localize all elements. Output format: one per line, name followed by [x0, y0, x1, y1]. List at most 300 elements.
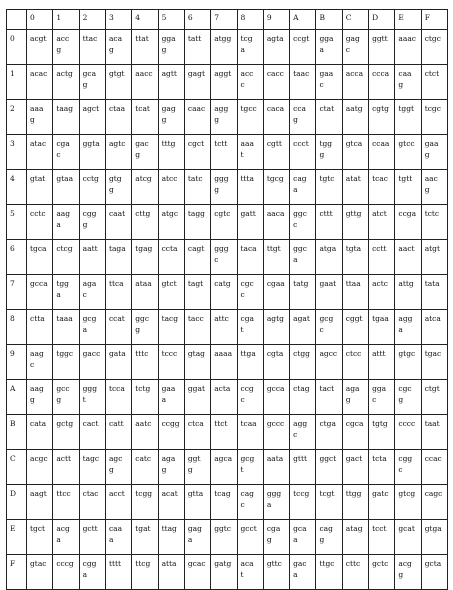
table-cell: ttac	[79, 30, 105, 65]
row-header: B	[7, 415, 27, 450]
table-cell: gaa a	[158, 380, 184, 415]
table-cell: caca	[263, 100, 289, 135]
table-cell: caa g	[395, 65, 421, 100]
table-cell: atgc	[158, 205, 184, 240]
corner-cell	[7, 10, 27, 30]
table-cell: gtcg	[395, 485, 421, 520]
column-header: 8	[237, 10, 263, 30]
table-cell: acat	[158, 485, 184, 520]
table-cell: gttc	[263, 555, 289, 590]
table-cell: cttt	[316, 205, 342, 240]
table-cell: tgat	[132, 520, 158, 555]
table-cell: agg a	[395, 310, 421, 345]
table-cell: catt	[105, 415, 131, 450]
column-header: F	[421, 10, 447, 30]
table-cell: gga c	[369, 380, 395, 415]
table-cell: aag a	[53, 205, 79, 240]
header-row	[7, 10, 448, 30]
row-header: 6	[7, 240, 27, 275]
table-cell: aca t	[237, 555, 263, 590]
table-cell: tccc	[158, 345, 184, 380]
table-cell: cgct	[184, 135, 210, 170]
table-row	[7, 275, 448, 310]
table-cell: gtac	[27, 555, 53, 590]
table-cell: gga a	[316, 30, 342, 65]
table-cell: tgac	[421, 345, 447, 380]
table-cell: ggct	[316, 450, 342, 485]
table-cell: ggta	[79, 135, 105, 170]
table-cell: atct	[369, 205, 395, 240]
table-row	[7, 345, 448, 380]
table-cell: cctt	[369, 240, 395, 275]
column-header: 0	[27, 10, 53, 30]
table-cell: aaaa	[211, 345, 237, 380]
table-cell: ttat	[132, 30, 158, 65]
table-cell: cccg	[53, 555, 79, 590]
row-header: C	[7, 450, 27, 485]
table-cell: gtat	[27, 170, 53, 205]
table-cell: gtta	[184, 485, 210, 520]
table-cell: aac g	[421, 170, 447, 205]
table-cell: ttta	[237, 170, 263, 205]
row-header: E	[7, 520, 27, 555]
table-cell: tctt	[211, 135, 237, 170]
table-row	[7, 450, 448, 485]
table-cell: ggat	[184, 380, 210, 415]
table-cell: gact	[342, 450, 368, 485]
table-cell: agct	[79, 100, 105, 135]
table-cell: cga t	[237, 310, 263, 345]
table-cell: ttct	[211, 415, 237, 450]
table-cell: aag c	[27, 345, 53, 380]
table-cell: ccg c	[237, 380, 263, 415]
table-cell: ggg t	[79, 380, 105, 415]
table-cell: gcta	[421, 555, 447, 590]
table-cell: gtgt	[105, 65, 131, 100]
table-cell: ccct	[290, 135, 316, 170]
table-cell: taaa	[53, 310, 79, 345]
row-header: 7	[7, 275, 27, 310]
table-cell: taca	[237, 240, 263, 275]
table-cell: agc g	[105, 450, 131, 485]
table-cell: gca g	[79, 65, 105, 100]
table-row	[7, 380, 448, 415]
table-cell: agat	[290, 310, 316, 345]
table-cell: ggc g	[132, 310, 158, 345]
table-cell: tctg	[132, 380, 158, 415]
column-header: B	[316, 10, 342, 30]
table-cell: tgg a	[53, 275, 79, 310]
table-cell: cttc	[342, 555, 368, 590]
table-cell: caat	[105, 205, 131, 240]
table-cell: gctc	[369, 555, 395, 590]
column-header: D	[369, 10, 395, 30]
table-cell: actt	[53, 450, 79, 485]
table-cell: cacc	[263, 65, 289, 100]
table-cell: gcg a	[79, 310, 105, 345]
table-cell: gcca	[27, 275, 53, 310]
table-cell: taac	[290, 65, 316, 100]
table-cell: ccgt	[290, 30, 316, 65]
table-cell: ggc c	[290, 205, 316, 240]
table-row	[7, 170, 448, 205]
table-cell: ctat	[316, 100, 342, 135]
column-header: 1	[53, 10, 79, 30]
column-header: 5	[158, 10, 184, 30]
column-header: 3	[105, 10, 131, 30]
table-cell: attg	[395, 275, 421, 310]
table-cell: gacc	[79, 345, 105, 380]
table-cell: acgt	[27, 30, 53, 65]
table-cell: gcg c	[316, 310, 342, 345]
table-cell: acc g	[53, 30, 79, 65]
table-cell: aga g	[158, 450, 184, 485]
table-cell: gtga	[421, 520, 447, 555]
table-cell: gaa c	[316, 65, 342, 100]
table-cell: catg	[211, 275, 237, 310]
table-cell: gatt	[237, 205, 263, 240]
table-cell: gtg g	[105, 170, 131, 205]
table-cell: tcgg	[132, 485, 158, 520]
table-cell: actg	[53, 65, 79, 100]
table-cell: ttcc	[53, 485, 79, 520]
table-cell: atgt	[421, 240, 447, 275]
table-cell: aaca	[263, 205, 289, 240]
table-cell: cgg a	[79, 555, 105, 590]
table-cell: atga	[316, 240, 342, 275]
table-cell: gac a	[290, 555, 316, 590]
table-cell: ttcg	[132, 555, 158, 590]
table-cell: gaa g	[421, 135, 447, 170]
table-cell: agtc	[105, 135, 131, 170]
table-cell: aaac	[395, 30, 421, 65]
table-cell: aga g	[342, 380, 368, 415]
table-cell: ttag	[158, 520, 184, 555]
table-cell: cgc c	[237, 275, 263, 310]
table-cell: atta	[158, 555, 184, 590]
table-cell: gtaa	[53, 170, 79, 205]
table-cell: tggc	[53, 345, 79, 380]
table-cell: taat	[421, 415, 447, 450]
table-cell: cccc	[395, 415, 421, 450]
table-cell: atac	[27, 135, 53, 170]
table-cell: ctca	[184, 415, 210, 450]
table-cell: gtcc	[395, 135, 421, 170]
table-cell: cggt	[342, 310, 368, 345]
table-cell: cgc g	[395, 380, 421, 415]
table-cell: ctgt	[421, 380, 447, 415]
table-cell: ttgg	[342, 485, 368, 520]
table-cell: ggt g	[184, 450, 210, 485]
table-cell: cagt	[184, 240, 210, 275]
table-cell: tggt	[395, 100, 421, 135]
codon-table-body	[7, 10, 448, 590]
table-cell: tagg	[184, 205, 210, 240]
table-cell: ccaa	[369, 135, 395, 170]
table-cell: agtt	[158, 65, 184, 100]
table-cell: actc	[369, 275, 395, 310]
table-cell: gagt	[184, 65, 210, 100]
table-cell: aatc	[132, 415, 158, 450]
table-cell: gcca	[263, 380, 289, 415]
table-cell: tcac	[369, 170, 395, 205]
table-cell: tgg g	[316, 135, 342, 170]
row-header: 0	[7, 30, 27, 65]
table-cell: agg g	[211, 100, 237, 135]
table-cell: cgaa	[263, 275, 289, 310]
table-cell: tcaa	[237, 415, 263, 450]
table-cell: cagc	[421, 485, 447, 520]
table-cell: aact	[395, 240, 421, 275]
table-cell: gatg	[211, 555, 237, 590]
table-cell: ggtt	[369, 30, 395, 65]
table-cell: ctcg	[53, 240, 79, 275]
table-row	[7, 205, 448, 240]
table-cell: tata	[421, 275, 447, 310]
table-cell: caac	[184, 100, 210, 135]
column-header: E	[395, 10, 421, 30]
table-cell: aaa g	[27, 100, 53, 135]
row-header: 3	[7, 135, 27, 170]
table-cell: tccg	[290, 485, 316, 520]
table-cell: acca	[342, 65, 368, 100]
table-cell: ctcc	[342, 345, 368, 380]
table-cell: acg g	[395, 555, 421, 590]
table-row	[7, 100, 448, 135]
table-cell: ctct	[421, 65, 447, 100]
table-cell: gcac	[184, 555, 210, 590]
table-cell: atcc	[158, 170, 184, 205]
table-cell: aga c	[79, 275, 105, 310]
table-cell: gcg t	[237, 450, 263, 485]
table-cell: gata	[105, 345, 131, 380]
table-cell: tgcc	[237, 100, 263, 135]
table-cell: cgca	[342, 415, 368, 450]
table-cell: agtg	[263, 310, 289, 345]
table-cell: tcat	[132, 100, 158, 135]
table-cell: cttg	[132, 205, 158, 240]
table-cell: tagc	[79, 450, 105, 485]
table-cell: ctac	[79, 485, 105, 520]
table-cell: ttca	[105, 275, 131, 310]
table-cell: gcct	[237, 520, 263, 555]
table-cell: ggg a	[263, 485, 289, 520]
table-cell: aatt	[79, 240, 105, 275]
column-header: 6	[184, 10, 210, 30]
table-cell: aagt	[27, 485, 53, 520]
table-cell: tagt	[184, 275, 210, 310]
table-cell: ggtc	[211, 520, 237, 555]
table-cell: cgg c	[395, 450, 421, 485]
row-header: 5	[7, 205, 27, 240]
table-cell: acgc	[27, 450, 53, 485]
table-cell: atat	[342, 170, 368, 205]
table-cell: tacc	[184, 310, 210, 345]
table-cell: tact	[316, 380, 342, 415]
table-cell: aata	[263, 450, 289, 485]
table-row	[7, 310, 448, 345]
table-cell: tgtg	[369, 415, 395, 450]
table-cell: tgcg	[263, 170, 289, 205]
table-cell: atag	[342, 520, 368, 555]
table-cell: aag g	[27, 380, 53, 415]
row-header: F	[7, 555, 27, 590]
table-cell: caa a	[105, 520, 131, 555]
table-cell: ataa	[132, 275, 158, 310]
table-cell: cag a	[290, 170, 316, 205]
table-cell: tatc	[184, 170, 210, 205]
row-header: A	[7, 380, 27, 415]
table-cell: aaa t	[237, 135, 263, 170]
codon-table	[6, 9, 448, 590]
table-cell: tcg a	[237, 30, 263, 65]
table-row	[7, 135, 448, 170]
table-row	[7, 415, 448, 450]
table-row	[7, 65, 448, 100]
table-cell: tacg	[158, 310, 184, 345]
table-cell: cctg	[79, 170, 105, 205]
table-cell: cca g	[290, 100, 316, 135]
table-cell: tttt	[105, 555, 131, 590]
table-cell: gtag	[184, 345, 210, 380]
table-cell: ttga	[237, 345, 263, 380]
table-cell: cgtc	[211, 205, 237, 240]
table-cell: aggt	[211, 65, 237, 100]
table-cell: cctc	[27, 205, 53, 240]
table-cell: ggg c	[211, 240, 237, 275]
table-cell: ctta	[27, 310, 53, 345]
table-cell: tgta	[342, 240, 368, 275]
table-cell: gag g	[158, 100, 184, 135]
column-header: 2	[79, 10, 105, 30]
table-cell: agta	[263, 30, 289, 65]
table-cell: atgg	[211, 30, 237, 65]
table-cell: agca	[211, 450, 237, 485]
table-cell: tcct	[369, 520, 395, 555]
column-header: 9	[263, 10, 289, 30]
table-cell: cata	[27, 415, 53, 450]
column-header: C	[342, 10, 368, 30]
table-cell: tctc	[421, 205, 447, 240]
row-header: 1	[7, 65, 27, 100]
table-cell: gtct	[158, 275, 184, 310]
table-cell: tgag	[132, 240, 158, 275]
table-cell: ctgc	[421, 30, 447, 65]
table-cell: gca a	[290, 520, 316, 555]
table-cell: tgca	[27, 240, 53, 275]
table-cell: acac	[27, 65, 53, 100]
table-cell: gatc	[369, 485, 395, 520]
table-cell: tttg	[158, 135, 184, 170]
table-cell: gaat	[316, 275, 342, 310]
table-cell: ccat	[105, 310, 131, 345]
table-cell: acg a	[53, 520, 79, 555]
table-cell: gctg	[53, 415, 79, 450]
table-cell: taag	[53, 100, 79, 135]
table-cell: ccca	[369, 65, 395, 100]
table-cell: cga g	[263, 520, 289, 555]
row-header: D	[7, 485, 27, 520]
table-cell: tcag	[211, 485, 237, 520]
table-cell: cgtt	[263, 135, 289, 170]
table-cell: gccc	[263, 415, 289, 450]
table-cell: gttt	[290, 450, 316, 485]
table-cell: ccga	[395, 205, 421, 240]
table-cell: gac g	[132, 135, 158, 170]
table-cell: ctag	[290, 380, 316, 415]
table-cell: gga g	[158, 30, 184, 65]
table-cell: acta	[211, 380, 237, 415]
table-row	[7, 240, 448, 275]
table-cell: agg c	[290, 415, 316, 450]
table-cell: ctga	[316, 415, 342, 450]
table-cell: acc c	[237, 65, 263, 100]
table-cell: cag c	[237, 485, 263, 520]
table-cell: ggg g	[211, 170, 237, 205]
row-header: 2	[7, 100, 27, 135]
table-row	[7, 485, 448, 520]
row-header: 4	[7, 170, 27, 205]
table-cell: gcc g	[53, 380, 79, 415]
column-header: 7	[211, 10, 237, 30]
table-cell: tcca	[105, 380, 131, 415]
table-cell: gcat	[395, 520, 421, 555]
table-row	[7, 520, 448, 555]
row-header: 9	[7, 345, 27, 380]
table-cell: tgtc	[316, 170, 342, 205]
table-cell: ggc a	[290, 240, 316, 275]
table-cell: cgg g	[79, 205, 105, 240]
table-cell: gctt	[79, 520, 105, 555]
table-cell: gtca	[342, 135, 368, 170]
table-cell: gtgc	[395, 345, 421, 380]
row-header: 8	[7, 310, 27, 345]
table-cell: tcgt	[316, 485, 342, 520]
table-cell: catc	[132, 450, 158, 485]
table-cell: ttaa	[342, 275, 368, 310]
table-cell: tcta	[369, 450, 395, 485]
table-row	[7, 30, 448, 65]
table-cell: tttc	[132, 345, 158, 380]
table-cell: attt	[369, 345, 395, 380]
column-header: A	[290, 10, 316, 30]
table-cell: ccgg	[158, 415, 184, 450]
table-cell: cgtg	[369, 100, 395, 135]
table-cell: atcg	[132, 170, 158, 205]
table-cell: ttgt	[263, 240, 289, 275]
table-cell: tgtt	[395, 170, 421, 205]
table-cell: aca g	[105, 30, 131, 65]
table-cell: attc	[211, 310, 237, 345]
table-cell: ccta	[158, 240, 184, 275]
table-cell: gag c	[342, 30, 368, 65]
column-header: 4	[132, 10, 158, 30]
table-cell: aacc	[132, 65, 158, 100]
table-cell: ctaa	[105, 100, 131, 135]
table-cell: agcc	[316, 345, 342, 380]
table-cell: aatg	[342, 100, 368, 135]
table-cell: acct	[105, 485, 131, 520]
table-cell: ctgg	[290, 345, 316, 380]
table-cell: cgta	[263, 345, 289, 380]
table-cell: tgct	[27, 520, 53, 555]
table-cell: tatt	[184, 30, 210, 65]
table-row	[7, 555, 448, 590]
table-cell: cact	[79, 415, 105, 450]
table-cell: taga	[105, 240, 131, 275]
table-cell: gttg	[342, 205, 368, 240]
table-cell: ttgc	[316, 555, 342, 590]
